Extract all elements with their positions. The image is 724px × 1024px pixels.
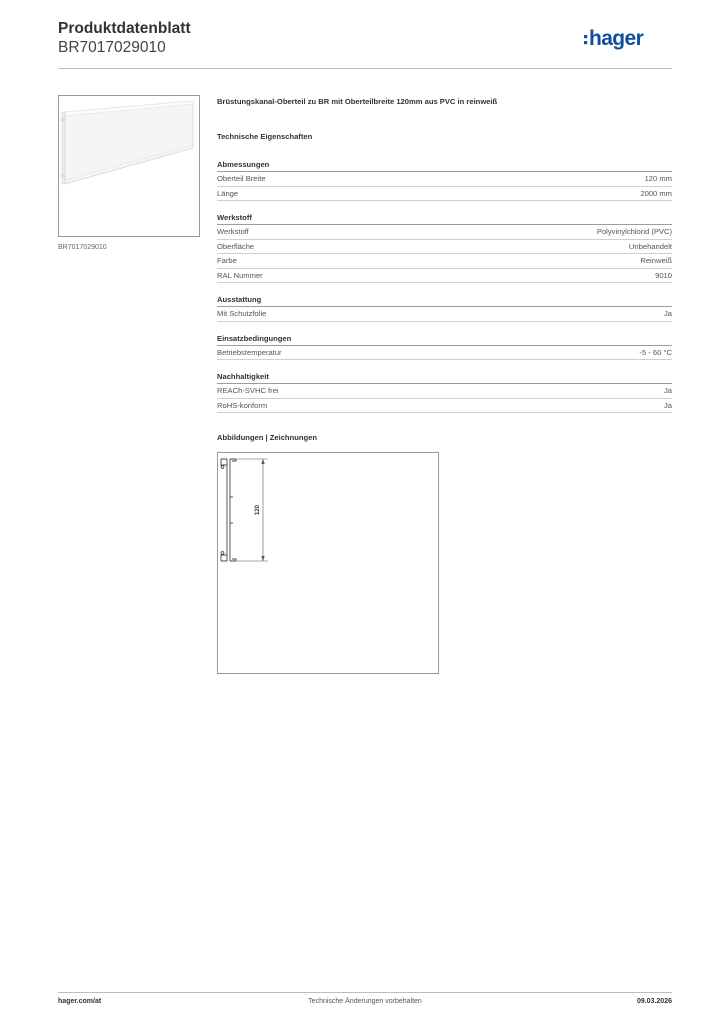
property-value: Reinweiß bbox=[640, 256, 672, 265]
technical-drawing bbox=[217, 452, 439, 674]
property-label: Betriebstemperatur bbox=[217, 347, 282, 357]
figures-title: Abbildungen | Zeichnungen bbox=[217, 433, 317, 442]
document-header bbox=[58, 20, 672, 68]
product-image bbox=[58, 95, 200, 237]
datasheet-content bbox=[217, 96, 672, 674]
property-group-einsatzbedingungen bbox=[217, 332, 672, 361]
property-value: 120 mm bbox=[644, 174, 672, 183]
property-row bbox=[217, 384, 672, 399]
property-label: Oberteil Breite bbox=[217, 174, 266, 183]
footer-divider bbox=[58, 992, 672, 993]
property-row bbox=[217, 187, 672, 202]
group-title: Nachhaltigkeit bbox=[217, 370, 672, 384]
cable-duct-cover-illustration bbox=[59, 96, 199, 236]
property-group-werkstoff bbox=[217, 211, 672, 283]
property-label: RoHS-konform bbox=[217, 400, 268, 410]
technical-properties-title: Technische Eigenschaften bbox=[217, 132, 313, 141]
property-row bbox=[217, 172, 672, 187]
svg-text:hager: hager bbox=[589, 27, 644, 50]
product-number: BR7017029010 bbox=[58, 39, 166, 56]
hager-logo bbox=[584, 26, 672, 52]
property-value: Polyvinylchlorid (PVC) bbox=[596, 227, 672, 236]
footer-website-link[interactable]: hager.com/at bbox=[58, 998, 102, 1005]
property-value: Ja bbox=[663, 309, 672, 318]
property-label: Farbe bbox=[217, 256, 237, 265]
property-label: REACh-SVHC frei bbox=[217, 386, 279, 395]
property-label: Länge bbox=[217, 188, 239, 198]
property-label: RAL Nummer bbox=[217, 270, 263, 280]
property-row bbox=[217, 307, 672, 322]
property-value: Ja bbox=[663, 400, 672, 410]
group-title: Einsatzbedingungen bbox=[217, 332, 672, 346]
group-title: Abmessungen bbox=[217, 158, 672, 172]
footer-notice: Technische Änderungen vorbehalten bbox=[308, 998, 422, 1005]
property-group-nachhaltigkeit bbox=[217, 370, 672, 413]
property-value: Ja bbox=[663, 386, 672, 395]
header-divider bbox=[58, 68, 672, 69]
profile-drawing bbox=[218, 453, 438, 673]
group-title: Ausstattung bbox=[217, 293, 672, 307]
property-value: -5 - 60 °C bbox=[639, 347, 672, 357]
group-title: Werkstoff bbox=[217, 211, 672, 225]
product-image-caption: BR7017029010 bbox=[58, 244, 107, 251]
property-label: Werkstoff bbox=[217, 227, 249, 236]
footer-date: 09.03.2026 bbox=[636, 998, 672, 1005]
property-value: 9010 bbox=[655, 270, 672, 280]
property-label: Mit Schutzfolie bbox=[217, 309, 267, 318]
property-value: Unbehandelt bbox=[628, 241, 672, 251]
property-value: 2000 mm bbox=[640, 188, 672, 198]
property-group-ausstattung bbox=[217, 293, 672, 322]
property-row bbox=[217, 240, 672, 255]
product-description: Brüstungskanal-Oberteil zu BR mit Oberteilbreite 120mm aus PVC in reinweiß bbox=[217, 97, 498, 106]
property-row bbox=[217, 254, 672, 269]
property-row bbox=[217, 225, 672, 240]
property-row bbox=[217, 346, 672, 361]
document-title: Produktdatenblatt bbox=[58, 20, 191, 37]
property-label: Oberfläche bbox=[217, 241, 255, 251]
dimension-label: 120 bbox=[255, 504, 261, 516]
property-row bbox=[217, 399, 672, 414]
property-row bbox=[217, 269, 672, 284]
property-group-abmessungen bbox=[217, 158, 672, 201]
